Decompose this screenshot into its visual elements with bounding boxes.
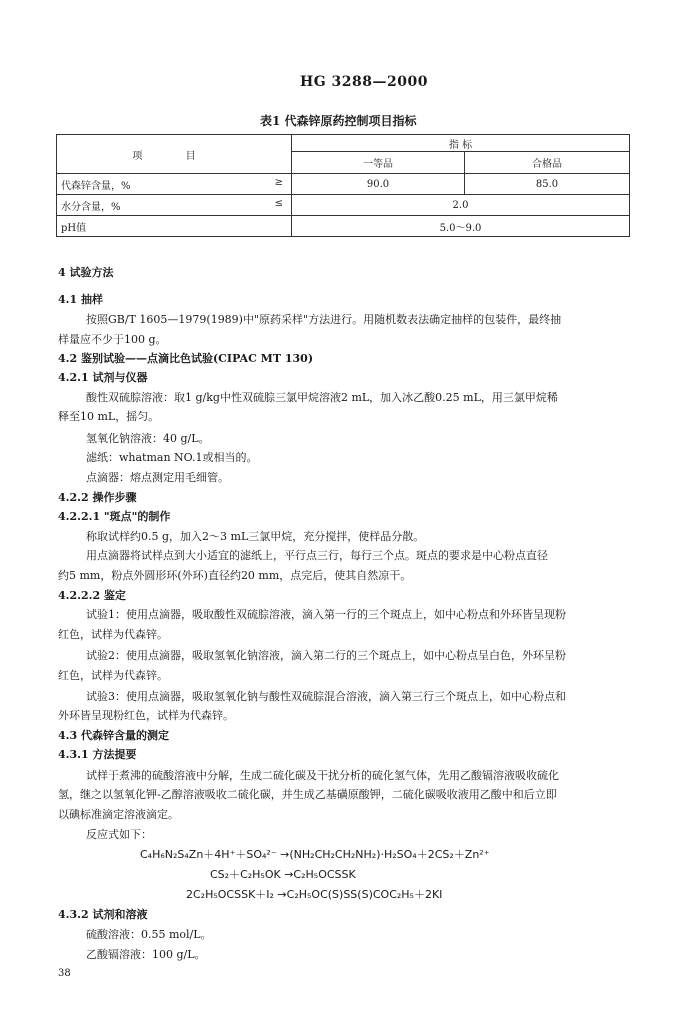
row-item: pH值 xyxy=(57,216,292,237)
standard-number: HG 3288—2000 xyxy=(300,74,428,90)
paragraph-line: 试验2：使用点滴器，吸取氢氧化钠溶液，滴入第二行的三个斑点上，如中心粉点呈白色，外环呈粉 xyxy=(86,649,566,662)
section-heading: 4 试验方法 xyxy=(58,266,114,279)
paragraph-line: 反应式如下： xyxy=(86,828,152,841)
paragraph-line: 试验1：使用点滴器，吸取酸性双硫腙溶液，滴入第一行的三个斑点上，如中心粉点和外环皆呈现粉 xyxy=(86,608,566,621)
paragraph-line: 释至10 mL，摇匀。 xyxy=(58,410,160,423)
paragraph-line: 样量应不少于100 g。 xyxy=(58,333,167,346)
paragraph-line: 乙酸镉溶液：100 g/L。 xyxy=(86,948,206,961)
row-item: 水分含量，% ≤ xyxy=(57,195,292,216)
reaction-equation: CS₂＋C₂H₅OK →C₂H₅OCSSK xyxy=(210,868,356,881)
table-header-row xyxy=(57,135,630,152)
paragraph-line: 用点滴器将试样点到大小适宜的滤纸上，平行点三行，每行三个点。斑点的要求是中心粉点直径 xyxy=(86,549,548,562)
section-heading: 4.2.2.2 鉴定 xyxy=(58,589,126,602)
paragraph-line: 以碘标准滴定溶液滴定。 xyxy=(58,808,179,821)
section-heading: 4.2 鉴别试验——点滴比色试验(CIPAC MT 130) xyxy=(58,352,314,365)
row-value-first: 90.0 xyxy=(292,174,465,195)
paragraph-line: 氢氧化钠溶液：40 g/L。 xyxy=(86,432,210,445)
col-index-header: 指 标 xyxy=(292,135,630,152)
section-heading: 4.3.2 试剂和溶液 xyxy=(58,908,148,921)
paragraph-line: 酸性双硫腙溶液：取1 g/kg中性双硫腙三氯甲烷溶液2 mL，加入冰乙酸0.25 mL，用三氯甲烷稀 xyxy=(86,391,558,404)
reaction-equation: C₄H₆N₂S₄Zn＋4H⁺＋SO₄²⁻ →(NH₂CH₂CH₂NH₂)·H₂SO₄＋2CS₂＋Zn²⁺ xyxy=(140,848,490,861)
section-heading: 4.2.2 操作步骤 xyxy=(58,491,137,504)
row-value-both: 5.0～9.0 xyxy=(292,216,630,237)
paragraph-line: 外环皆呈现粉红色，试样为代森锌。 xyxy=(58,709,234,722)
table-title: 表1 代森锌原药控制项目指标 xyxy=(260,114,417,128)
row-value-both: 2.0 xyxy=(292,195,630,216)
paragraph-line: 试样于煮沸的硫酸溶液中分解，生成二硫化碳及干扰分析的硫化氢气体，先用乙酸镉溶液吸收硫化 xyxy=(86,769,559,782)
section-heading: 4.1 抽样 xyxy=(58,293,103,306)
paragraph-line: 试验3：使用点滴器，吸取氢氧化钠与酸性双硫腙混合溶液，滴入第三行三个斑点上，如中心粉点和 xyxy=(86,690,566,703)
section-heading: 4.2.2.1 "斑点"的制作 xyxy=(58,510,171,523)
paragraph-line: 红色，试样为代森锌。 xyxy=(58,669,168,682)
col-qualified-header: 合格品 xyxy=(465,152,630,174)
col-first-header: 一等品 xyxy=(292,152,465,174)
row-item: 代森锌含量，% ≥ xyxy=(57,174,292,195)
table-row xyxy=(57,216,630,237)
table-row xyxy=(57,195,630,216)
compare-sign: ≤ xyxy=(274,198,283,209)
spec-table xyxy=(56,134,630,237)
paragraph-line: 按照GB/T 1605—1979(1989)中"原药采样"方法进行。用随机数表法确定抽样的包装件，最终抽 xyxy=(86,313,562,326)
section-heading: 4.3 代森锌含量的测定 xyxy=(58,729,169,742)
paragraph-line: 称取试样约0.5 g，加入2～3 mL三氯甲烷，充分搅拌，使样品分散。 xyxy=(86,530,425,543)
paragraph-line: 点滴器：熔点测定用毛细管。 xyxy=(86,471,229,484)
compare-sign: ≥ xyxy=(274,177,283,188)
paragraph-line: 氢，继之以氢氧化钾-乙醇溶液吸收二硫化碳，并生成乙基磺原酸钾，二硫化碳吸收液用乙酸中和后立即 xyxy=(58,788,557,801)
paragraph-line: 硫酸溶液：0.55 mol/L。 xyxy=(86,928,212,941)
col-item-header: 项 目 xyxy=(57,135,292,174)
paragraph-line: 滤纸：whatman NO.1或相当的。 xyxy=(86,451,258,464)
paragraph-line: 红色，试样为代森锌。 xyxy=(58,628,168,641)
section-heading: 4.3.1 方法提要 xyxy=(58,748,137,761)
paragraph-line: 约5 mm，粉点外圆形环(外环)直径约20 mm，点完后，使其自然凉干。 xyxy=(58,569,412,582)
section-heading: 4.2.1 试剂与仪器 xyxy=(58,371,148,384)
row-value-qualified: 85.0 xyxy=(465,174,630,195)
reaction-equation: 2C₂H₅OCSSK＋I₂ →C₂H₅OC(S)SS(S)COC₂H₅＋2KI xyxy=(186,888,443,901)
table-row xyxy=(57,174,630,195)
page-number: 38 xyxy=(58,968,71,979)
